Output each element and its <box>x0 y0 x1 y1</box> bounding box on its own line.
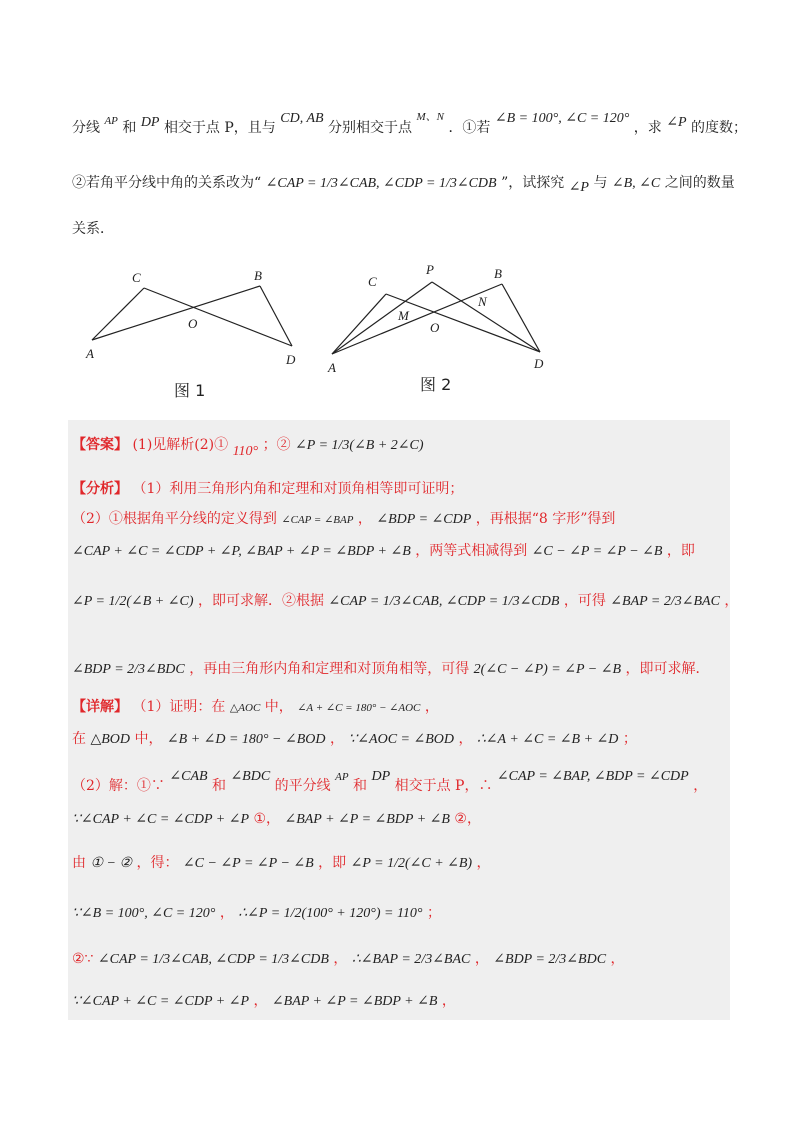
label-b: B <box>494 266 502 281</box>
detail-math: ∠C − ∠P = ∠P − ∠B <box>182 856 314 871</box>
analysis-line-5 <box>72 658 709 678</box>
detail-text: ， <box>441 993 456 1009</box>
detail-text: ， <box>458 731 473 747</box>
detail-text: 和 <box>353 778 367 794</box>
q-math-ap: AP <box>104 115 118 127</box>
analysis-math: ∠CAP = 1/3∠CAB, ∠CDP = 1/3∠CDB <box>328 594 560 609</box>
detail-text: ， <box>476 855 491 871</box>
analysis-text: ，再根据“8 字形”得到 <box>475 511 616 527</box>
answer-v1: 110° <box>232 444 259 459</box>
analysis-line-1 <box>72 478 463 498</box>
figure-1-caption: 图 1 <box>174 381 206 400</box>
analysis-text: ，即 <box>666 543 695 559</box>
detail-math: ∠BAP + ∠P = ∠BDP + ∠B <box>284 812 450 827</box>
q-math-p: ∠P <box>666 115 687 130</box>
detail-text: ； <box>622 731 637 747</box>
detail-math: ∠CAP = ∠BAP, ∠BDP = ∠CDP <box>496 769 689 784</box>
detail-math: ∠BDC <box>230 769 271 784</box>
detail-text: ； <box>426 905 441 921</box>
label-o: O <box>188 316 198 331</box>
analysis-math: 2(∠C − ∠P) = ∠P − ∠B <box>473 662 621 677</box>
detail-text: 和 <box>212 778 226 794</box>
label-m: M <box>398 308 409 323</box>
label-a: A <box>328 360 336 375</box>
detail-tag: 【详解】 <box>72 699 128 715</box>
detail-text: ， <box>693 778 708 794</box>
detail-text: ， <box>333 951 348 967</box>
analysis-tag: 【分析】 <box>72 481 128 497</box>
detail-math: ∠B + ∠D = 180° − ∠BOD <box>166 732 326 747</box>
detail-line-4 <box>72 808 481 828</box>
q-text: 之间的数量 <box>664 175 735 191</box>
detail-text: ②， <box>454 811 481 827</box>
q-math-bc: ∠B, ∠C <box>611 176 661 191</box>
q-text: 分别相交于点 <box>328 120 413 136</box>
detail-text: （1）证明：在 <box>132 699 226 715</box>
detail-text: ， <box>610 951 625 967</box>
label-p: P <box>426 262 434 277</box>
answer-line <box>72 434 424 460</box>
detail-text: ， <box>474 951 489 967</box>
detail-text: （2）解：①∵ <box>72 778 165 794</box>
q-text: ．①若 <box>448 120 491 136</box>
q-math-dp: DP <box>140 115 160 130</box>
q-text: ②若角平分线中角的关系改为“ <box>72 175 262 191</box>
question-line-1 <box>72 108 747 137</box>
label-o: O <box>430 320 440 335</box>
detail-math: ∴∠BAP = 2/3∠BAC <box>351 952 471 967</box>
analysis-math: ∠BDP = ∠CDP <box>376 512 472 527</box>
answer-tag: 【答案】 <box>72 437 128 453</box>
q-text: 与 <box>593 175 608 191</box>
detail-math: ∵∠AOC = ∠BOD <box>348 732 454 747</box>
analysis-math: ∠CAP + ∠C = ∠CDP + ∠P, ∠BAP + ∠P = ∠BDP + ∠B <box>72 544 411 559</box>
analysis-math: ∠BDP = 2/3∠BDC <box>72 662 185 677</box>
detail-math: ∴∠A + ∠C = ∠B + ∠D <box>476 732 619 747</box>
label-b: B <box>254 268 262 283</box>
detail-text: ，即 <box>318 855 347 871</box>
q-math-mn: M、N <box>416 111 444 123</box>
detail-text: 由 <box>72 855 86 871</box>
question-line-3: 关系． <box>72 221 114 237</box>
analysis-text: ，即可求解．②根据 <box>197 593 324 609</box>
analysis-text: ，再由三角形内角和定理和对顶角相等，可得 <box>189 661 470 677</box>
q-math-cond: ∠B = 100°, ∠C = 120° <box>494 111 630 126</box>
detail-text: ①， <box>253 811 281 827</box>
detail-text: 中， <box>264 699 293 715</box>
detail-math: ∴∠P = 1/2(100° + 120°) = 110° <box>238 906 423 921</box>
q-text: 分线 <box>72 120 100 136</box>
analysis-line-4 <box>72 590 738 610</box>
detail-math: ① − ② <box>90 856 133 871</box>
analysis-math: ∠CAP = ∠BAP <box>281 514 354 526</box>
label-c: C <box>368 274 377 289</box>
q-text: 和 <box>122 120 137 136</box>
detail-math: △BOD <box>90 732 130 747</box>
detail-line-7 <box>72 948 625 968</box>
figure-2 <box>322 258 562 376</box>
q-math-cdab: CD, AB <box>280 111 324 126</box>
detail-math: ∠CAP = 1/3∠CAB, ∠CDP = 1/3∠CDB <box>97 952 329 967</box>
detail-math: DP <box>371 769 391 784</box>
analysis-text: ， <box>724 593 739 609</box>
detail-math: ∠A + ∠C = 180° − ∠AOC <box>297 702 421 714</box>
analysis-math: ∠C − ∠P = ∠P − ∠B <box>531 544 663 559</box>
label-a: A <box>86 346 94 361</box>
detail-text: ，得： <box>136 855 179 871</box>
answer-sep: ；② <box>262 437 291 453</box>
detail-math: △AOC <box>229 702 261 714</box>
analysis-text: ，即可求解． <box>625 661 710 677</box>
detail-math: ∠P = 1/2(∠C + ∠B) <box>350 856 473 871</box>
detail-text: ， <box>424 699 439 715</box>
detail-text: ， <box>219 905 234 921</box>
q-math-rel: ∠CAP = 1/3∠CAB, ∠CDP = 1/3∠CDB <box>265 176 497 191</box>
detail-line-6 <box>72 902 441 922</box>
detail-text: 在 <box>72 731 86 747</box>
analysis-text: ，两等式相减得到 <box>415 543 528 559</box>
answer-body: (1)见解析(2)① <box>132 437 229 453</box>
detail-math: ∠BAP + ∠P = ∠BDP + ∠B <box>271 994 438 1009</box>
q-text: ，求 <box>633 120 662 136</box>
detail-line-2 <box>72 728 637 748</box>
detail-text: ， <box>329 731 344 747</box>
analysis-text: （2）①根据角平分线的定义得到 <box>72 511 277 527</box>
detail-line-1 <box>72 696 439 716</box>
detail-math: ∠BDP = 2/3∠BDC <box>493 952 607 967</box>
detail-text: ， <box>253 993 268 1009</box>
answer-v2: ∠P = 1/3(∠B + 2∠C) <box>295 438 424 453</box>
detail-line-3 <box>72 768 707 795</box>
label-d: D <box>286 352 296 367</box>
detail-line-8 <box>72 990 456 1010</box>
label-d: D <box>534 356 544 371</box>
q-text: ”，试探究 <box>501 175 565 191</box>
detail-text: 的平分线 <box>274 778 331 794</box>
analysis-text: （1）利用三角形内角和定理和对顶角相等即可证明； <box>132 481 464 497</box>
analysis-math: ∠BAP = 2/3∠BAC <box>610 594 720 609</box>
detail-math: ∠CAB <box>169 769 208 784</box>
detail-math: AP <box>335 771 349 783</box>
q-text: 相交于点 P，且与 <box>163 120 276 136</box>
figure-1 <box>80 262 310 372</box>
label-c: C <box>132 270 141 285</box>
label-n: N <box>478 294 487 309</box>
analysis-line-3 <box>72 540 695 560</box>
detail-text: 中， <box>134 731 163 747</box>
detail-text: 相交于点 P，∴ <box>394 778 493 794</box>
detail-math: ∵∠CAP + ∠C = ∠CDP + ∠P <box>72 994 249 1009</box>
detail-text: ②∵ <box>72 951 94 967</box>
figure-2-caption: 图 2 <box>420 375 452 394</box>
q-math-p2: ∠P <box>568 180 589 195</box>
analysis-math: ∠P = 1/2(∠B + ∠C) <box>72 594 194 609</box>
q-text: 的度数； <box>691 120 747 136</box>
analysis-text: ， <box>357 511 372 527</box>
detail-math: ∵∠B = 100°, ∠C = 120° <box>72 906 216 921</box>
analysis-line-2 <box>72 508 615 528</box>
question-line-2 <box>72 172 735 196</box>
analysis-text: ，可得 <box>563 593 606 609</box>
detail-math: ∵∠CAP + ∠C = ∠CDP + ∠P <box>72 812 249 827</box>
detail-line-5 <box>72 852 491 872</box>
